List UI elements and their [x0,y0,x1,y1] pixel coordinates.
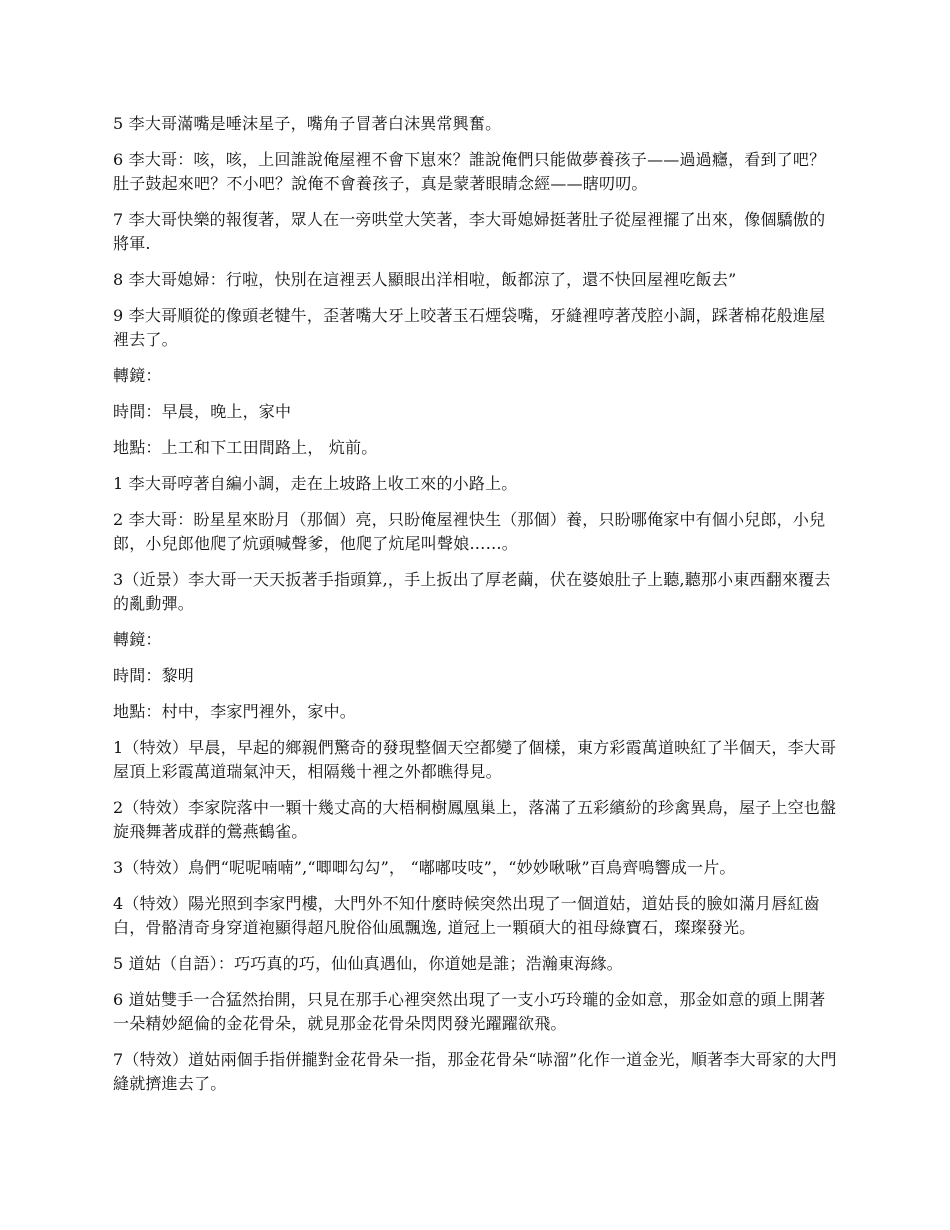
paragraph-20: 6 道姑雙手一合猛然抬開，只見在那手心裡突然出現了一支小巧玲瓏的金如意，那金如意的頭上開著一朵精妙絕倫的金花骨朵，就見那金花骨朵閃閃發光躍躍欲飛。 [113,990,826,1033]
paragraph-4: 8 李大哥媳婦：行啦，快別在這裡丟人顯眼出洋相啦，飯都涼了，還不快回屋裡吃飯去” [113,270,737,289]
scene-location: 地點：上工和下工田間路上， 炕前。 [113,438,378,457]
paragraph-19: 5 道姑（自語）：巧巧真的巧，仙仙真遇仙，你道她是誰；浩瀚東海緣。 [113,954,623,973]
scene-transition-heading: 轉鏡： [113,366,162,385]
scene-transition-heading: 轉鏡： [113,630,162,649]
paragraph-3: 7 李大哥快樂的報復著，眾人在一旁哄堂大笑著，李大哥媳婦挺著肚子從屋裡擺了出來，像個驕傲的將軍. [113,210,826,253]
paragraph-21: 7（特效）道姑兩個手指併攏對金花骨朵一指，那金花骨朵“哧溜”化作一道金光，順著李大哥家的大門縫就擠進去了。 [113,1050,837,1093]
paragraph-10: 2 李大哥：盼星星來盼月（那個）亮，只盼俺屋裡快生（那個）養，只盼哪俺家中有個小兒郎，小兒郎，小兒郎他爬了炕頭喊聲爹，他爬了炕尾叫聲娘……。 [113,510,826,553]
paragraph-17: 3（特效）鳥們“呢呢喃喃”,“唧唧勾勾”， “嘟嘟吱吱”，“妙妙啾啾”百鳥齊鳴響成一片。 [113,858,736,877]
scene-time: 時間：早晨，晚上，家中 [113,402,292,421]
scene-time: 時間：黎明 [113,666,195,685]
paragraph-18: 4（特效）陽光照到李家門樓，大門外不知什麼時候突然出現了一個道姑，道姑長的臉如滿月唇紅齒白，骨骼清奇身穿道袍顯得超凡脫俗仙風飄逸, 道冠上一顆碩大的祖母綠寶石，璨璨發光。 [113,894,820,937]
paragraph-9: 1 李大哥哼著自編小調，走在上坡路上收工來的小路上。 [113,474,518,493]
paragraph-16: 2（特效）李家院落中一顆十幾丈高的大梧桐樹鳳凰巢上，落滿了五彩繽紛的珍禽異鳥，屋子上空也盤旋飛舞著成群的鶯燕鶴雀。 [113,798,837,841]
document-page [113,112,840,1108]
paragraph-11: 3（近景）李大哥一天天扳著手指頭算,，手上扳出了厚老繭，伏在婆娘肚子上聽,聽那小東西翻來覆去的亂動彈。 [113,570,831,613]
paragraph-5: 9 李大哥順從的像頭老犍牛，歪著嘴大牙上咬著玉石煙袋嘴，牙縫裡哼著茂腔小調，踩著棉花般進屋裡去了。 [113,306,826,349]
paragraph-15: 1（特效）早晨，早起的鄉親們驚奇的發現整個天空都變了個樣，東方彩霞萬道映紅了半個天，李大哥屋頂上彩霞萬道瑞氣沖天，相隔幾十裡之外都瞧得見。 [113,738,837,781]
scene-location: 地點：村中，李家門裡外，家中。 [113,702,357,721]
paragraph-1: 5 李大哥滿嘴是唾沫星子，嘴角子冒著白沫異常興奮。 [113,114,502,133]
paragraph-2: 6 李大哥：咳，咳，上回誰說俺屋裡不會下崽來？誰說俺們只能做夢養孩子——過過癮，看到了吧？肚子鼓起來吧？不小吧？說俺不會養孩子，真是蒙著眼睛念經——瞎叨叨。 [113,150,826,193]
